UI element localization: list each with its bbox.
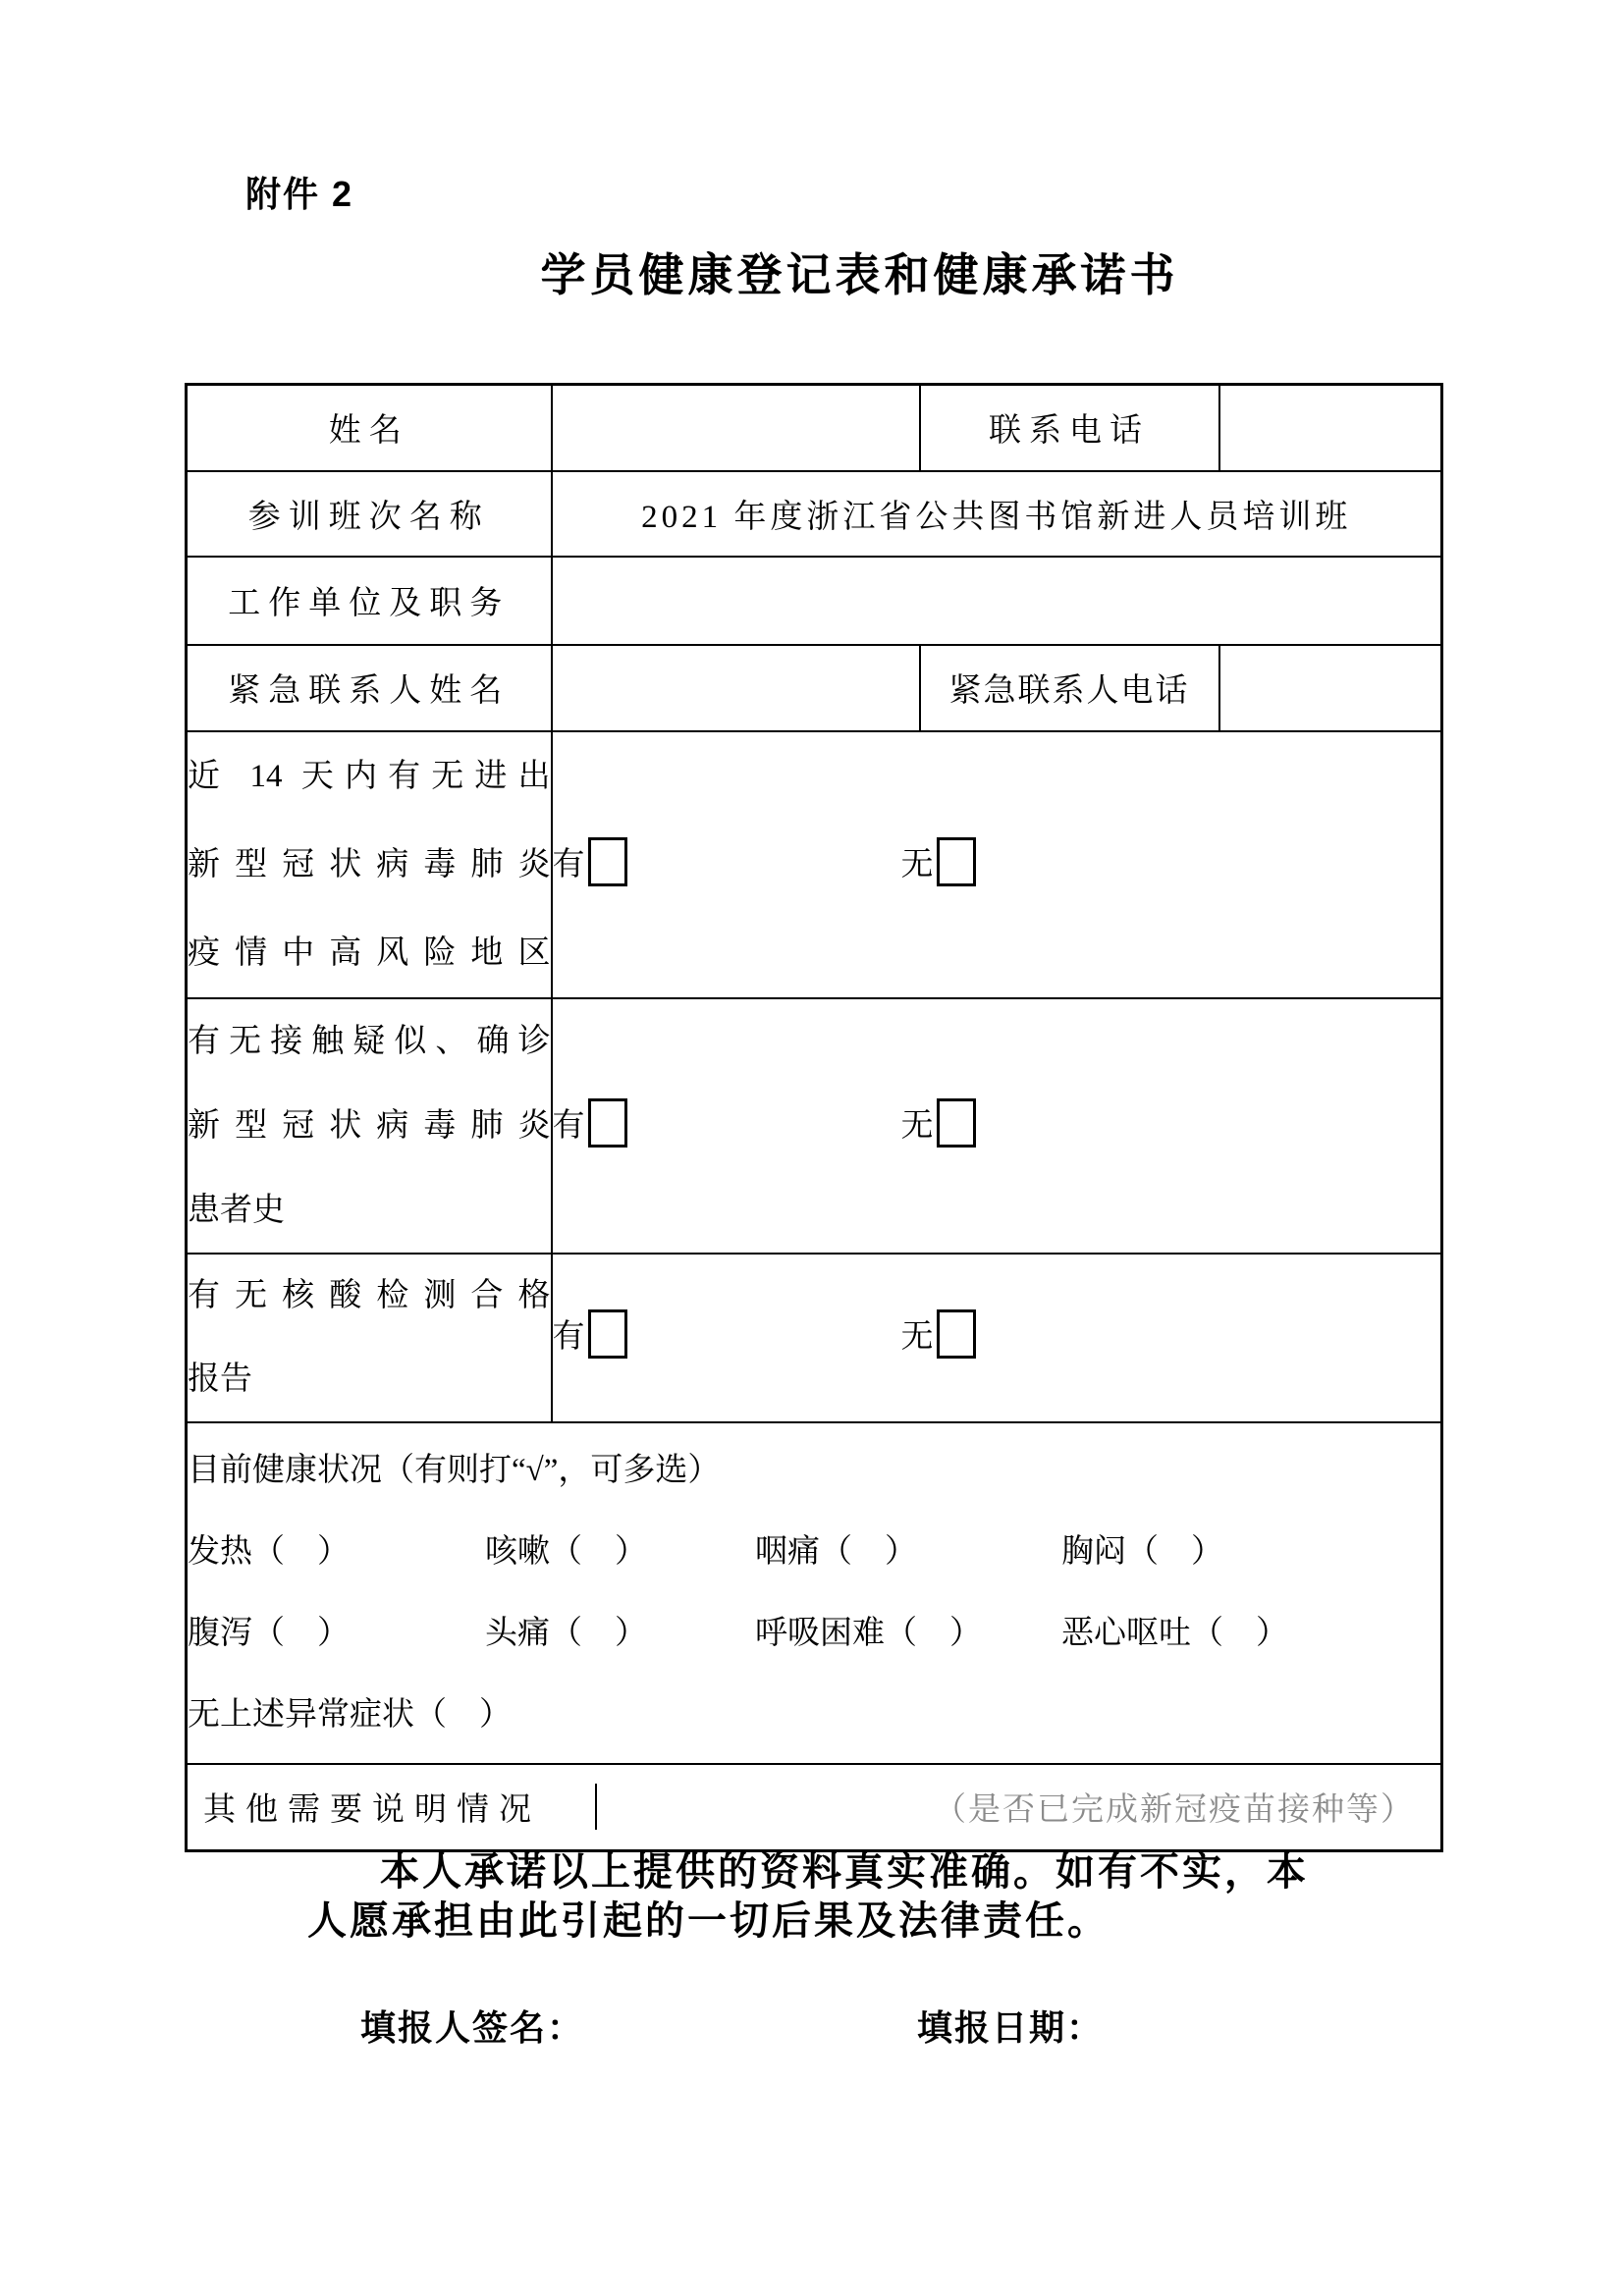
phone-input-cell[interactable] — [1219, 385, 1442, 471]
nat-report-options — [552, 1254, 1442, 1422]
class-name-label: 参训班次名称 — [187, 471, 552, 557]
travel-yes-checkbox[interactable] — [588, 837, 627, 886]
nat-no-option[interactable] — [901, 1319, 976, 1355]
pledge-paragraph — [307, 1847, 1436, 1946]
contact-yes-checkbox[interactable] — [588, 1098, 627, 1148]
contact-no-checkbox[interactable] — [937, 1098, 976, 1148]
symptom-diarrhea[interactable]: 腹泻（ ） — [188, 1615, 350, 1651]
no-option-label: 无 — [900, 846, 934, 882]
signer-label: 填报人签名： — [360, 2007, 585, 2048]
symptom-headache[interactable]: 头痛（ ） — [485, 1615, 647, 1651]
travel-history-options — [552, 731, 1442, 998]
yes-option-label: 有 — [552, 1107, 585, 1144]
symptom-cough[interactable]: 咳嗽（ ） — [485, 1533, 647, 1570]
table-row-emergency — [187, 645, 1442, 731]
nat-report-label: 有无核酸检测合格 报告 — [187, 1254, 552, 1422]
other-notes-cell — [187, 1764, 1442, 1851]
no-option-label: 无 — [900, 1107, 934, 1144]
emergency-name-input-cell[interactable] — [552, 645, 920, 731]
table-row-class — [187, 471, 1442, 557]
table-row-other-notes — [187, 1764, 1442, 1851]
symptom-sore-throat[interactable]: 咽痛（ ） — [755, 1533, 917, 1570]
table-row-travel-history — [187, 731, 1442, 998]
name-input-cell[interactable] — [552, 385, 920, 471]
other-notes-label: 其他需要说明情况 — [188, 1784, 597, 1830]
signature-row — [360, 2001, 1104, 2051]
page-title: 学员健康登记表和健康承诺书 — [540, 250, 1179, 300]
pledge-line-1: 本人承诺以上提供的资料真实准确。如有不实，本 — [380, 1850, 1309, 1894]
table-row-nat-report — [187, 1254, 1442, 1422]
name-label: 姓名 — [187, 385, 552, 471]
pledge-line-2: 人愿承担由此引起的一切后果及法律责任。 — [307, 1899, 1110, 1943]
nat-yes-checkbox[interactable] — [588, 1309, 627, 1359]
health-status-heading: 目前健康状况（有则打“√”，可多选） — [188, 1452, 721, 1488]
health-form-table — [185, 383, 1443, 1852]
yes-option-label: 有 — [552, 846, 585, 882]
travel-no-option[interactable] — [901, 847, 976, 882]
work-unit-input-cell[interactable] — [552, 557, 1442, 645]
emergency-phone-label: 紧急联系人电话 — [920, 645, 1219, 731]
phone-label: 联系电话 — [920, 385, 1219, 471]
contact-no-option[interactable] — [901, 1108, 976, 1144]
class-name-value: 2021 年度浙江省公共图书馆新进人员培训班 — [552, 471, 1442, 557]
other-notes-placeholder[interactable]: （是否已完成新冠疫苗接种等） — [934, 1792, 1415, 1829]
symptom-none-option[interactable]: 无上述异常症状（ ） — [188, 1696, 512, 1733]
contact-history-options — [552, 998, 1442, 1254]
table-row-health-status — [187, 1422, 1442, 1764]
attachment-label: 附件 2 — [245, 174, 354, 214]
travel-history-label: 近 14 天内有无进出 新型冠状病毒肺炎 疫情中高风险地区 — [187, 731, 552, 998]
symptom-nausea-vomiting[interactable]: 恶心呕吐（ ） — [1061, 1615, 1288, 1651]
nat-no-checkbox[interactable] — [937, 1309, 976, 1359]
contact-history-label: 有无接触疑似、确诊 新型冠状病毒肺炎 患者史 — [187, 998, 552, 1254]
table-row-name — [187, 385, 1442, 471]
health-status-cell — [187, 1422, 1442, 1764]
yes-option-label: 有 — [552, 1319, 585, 1355]
nat-yes-option[interactable] — [553, 1319, 627, 1355]
symptom-row-2 — [188, 1593, 1440, 1675]
no-option-label: 无 — [900, 1319, 934, 1355]
date-label: 填报日期： — [917, 2007, 1105, 2048]
symptom-chest-tightness[interactable]: 胸闷（ ） — [1061, 1533, 1223, 1570]
travel-yes-option[interactable] — [553, 847, 627, 882]
symptom-fever[interactable]: 发热（ ） — [188, 1533, 350, 1570]
symptom-row-1 — [188, 1512, 1440, 1593]
table-row-work — [187, 557, 1442, 645]
emergency-name-label: 紧急联系人姓名 — [187, 645, 552, 731]
travel-no-checkbox[interactable] — [937, 837, 976, 886]
work-unit-label: 工作单位及职务 — [187, 557, 552, 645]
contact-yes-option[interactable] — [553, 1108, 627, 1144]
symptom-breathing-difficulty[interactable]: 呼吸困难（ ） — [755, 1615, 982, 1651]
emergency-phone-input-cell[interactable] — [1219, 645, 1442, 731]
table-row-contact-history — [187, 998, 1442, 1254]
